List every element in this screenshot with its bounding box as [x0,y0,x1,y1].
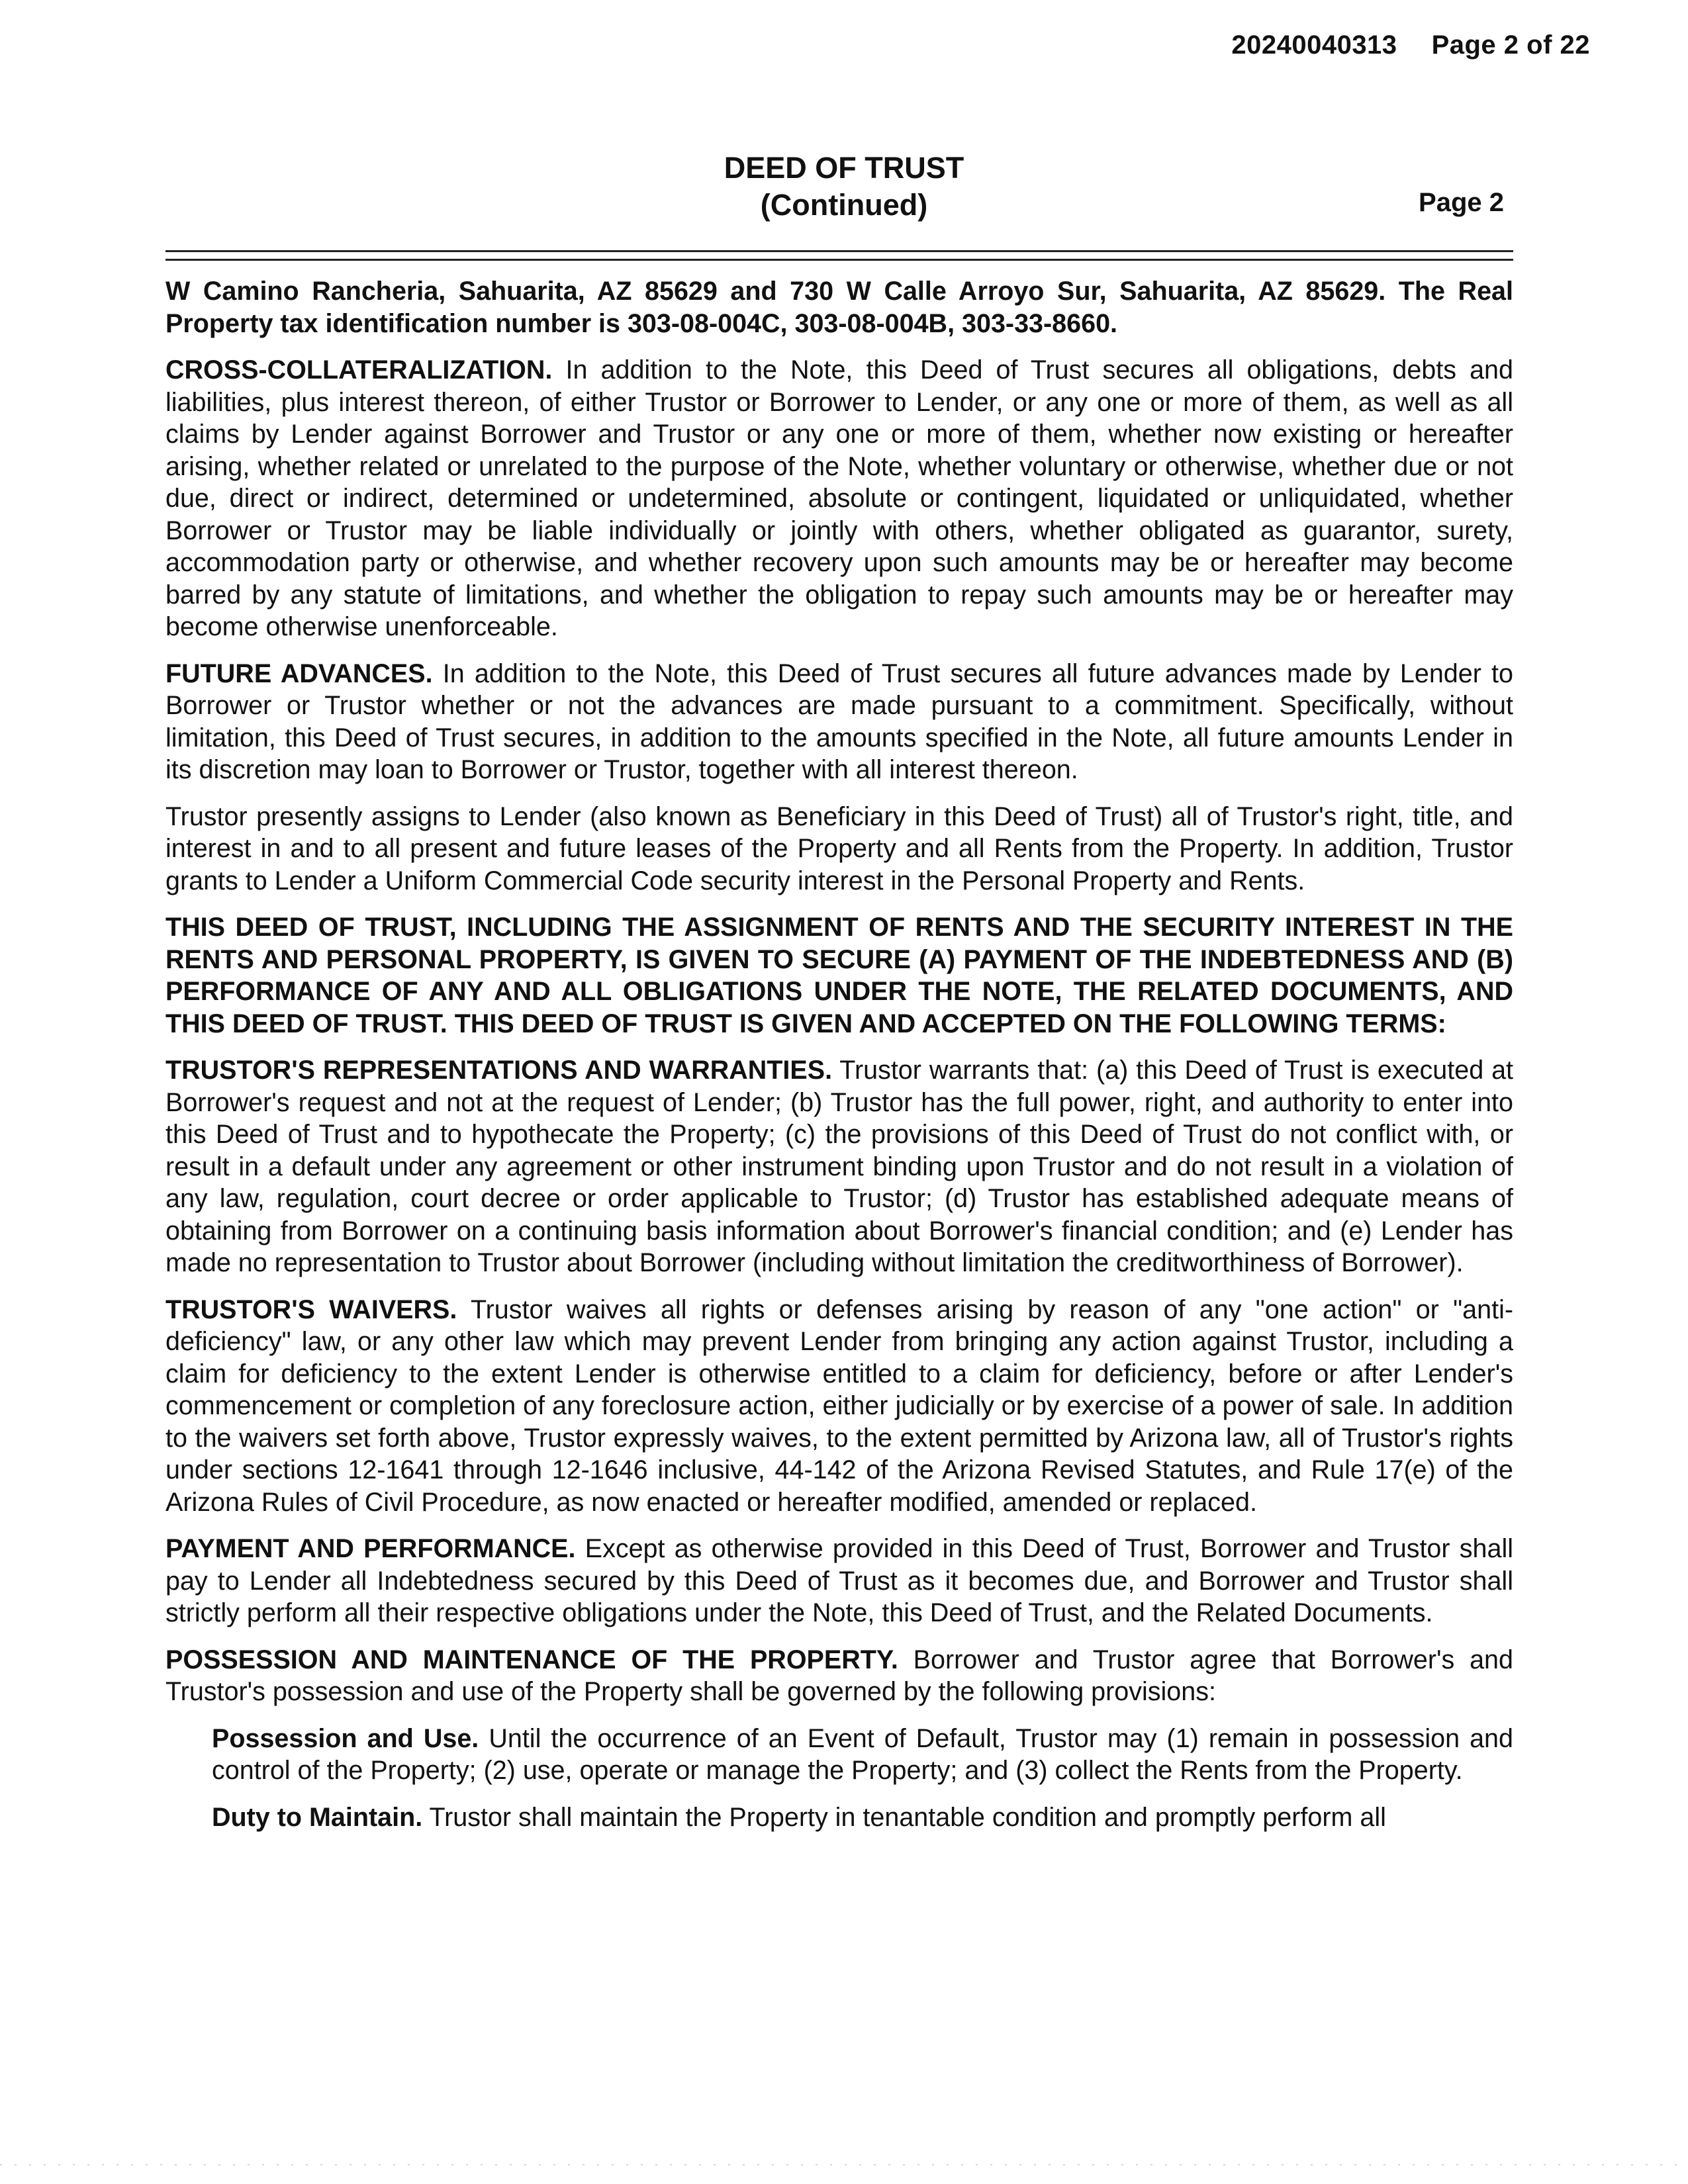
subsection-text: Until the occurrence of an Event of Default, Trustor may (1) remain in possession and control of the Property; (2) use, operate or manage the Property; and (3) collect the Rents from the Property. [212,1723,1513,1785]
section-heading: POSSESSION AND MAINTENANCE OF THE PROPERTY. [165,1645,898,1674]
section-text: Trustor warrants that: (a) this Deed of Trust is executed at Borrower's request and not at the request of Lender; (b) Trustor has the full power, right, and authority to enter into this Deed of Trust and to hypothecate the Property; (c) the provisions of this Deed of Trust do not conflict with, or result in a default under any agreement or other instrument binding upon Trustor and do not result in a violation of any law, regulation, court decree or order applicable to Trustor; (d) Trustor has established adequate means of obtaining from Borrower on a continuing basis information about Borrower's financial condition; and (e) Lender has made no representation to Trustor about Borrower (including without limitation the creditworthiness of Borrower). [165,1056,1514,1277]
scan-artifact-line [0,2164,1688,2165]
recording-header [1231,30,1590,60]
property-address-paragraph: W Camino Rancheria, Sahuarita, AZ 85629 and 730 W Calle Arroyo Sur, Sahuarita, AZ 85629. The Real Property tax identification number is 303-08-004C, 303-08-004B, 303-33-8660. [165,277,1513,338]
possession-maintenance-paragraph [165,1644,1513,1708]
duty-to-maintain-paragraph [212,1801,1513,1834]
possession-use-paragraph [212,1723,1513,1787]
subsection-heading: Possession and Use. [212,1723,479,1753]
page-label: Page 2 [1419,188,1504,217]
section-heading: CROSS-COLLATERALIZATION. [165,355,553,385]
payment-performance-paragraph [165,1533,1513,1629]
future-advances-paragraph [165,658,1513,786]
assignment-paragraph: Trustor presently assigns to Lender (also known as Beneficiary in this Deed of Trust) all of Trustor's right, title, and interest in and to all present and future leases of the Property and all Rents from the Property. In addition, Trustor grants to Lender a Uniform Commercial Code security interest in the Personal Property and Rents. [165,801,1513,895]
title-subline: (Continued) [760,188,928,222]
section-heading: FUTURE ADVANCES. [165,659,433,688]
section-text: In addition to the Note, this Deed of Trust secures all obligations, debts and liabilities, plus interest thereon, of either Trustor or Borrower to Lender, or any one or more of them, as well as all claims by Lender against Borrower and Trustor or any one or more of them, whether now existing or hereafter arising, whether related or unrelated to the purpose of the Note, whether voluntary or otherwise, whether due or not due, direct or indirect, determined or undetermined, absolute or contingent, liquidated or unliquidated, whether Borrower or Trustor may be liable individually or jointly with others, whether obligated as guarantor, surety, accommodation party or otherwise, and whether recovery upon such amounts may be or hereafter may become barred by any statute of limitations, and whether the obligation to repay such amounts may be or hereafter may become otherwise unenforceable. [165,355,1513,641]
representations-paragraph [165,1054,1513,1279]
page-indicator: Page 2 of 22 [1431,30,1590,60]
title-line: DEED OF TRUST [724,151,964,185]
section-text: Borrower and Trustor agree that Borrower's and Trustor's possession and use of the Property shall be governed by the following provisions: [165,1645,1513,1706]
cross-collateralization-paragraph [165,354,1513,643]
subsection-text: Trustor shall maintain the Property in tenantable condition and promptly perform all [429,1802,1386,1832]
security-statement-paragraph: THIS DEED OF TRUST, INCLUDING THE ASSIGNMENT OF RENTS AND THE SECURITY INTEREST IN THE RENTS AND PERSONAL PROPERTY, IS GIVEN TO SECURE (A) PAYMENT OF THE INDEBTEDNESS AND (B) PERFORMANCE OF ANY AND ALL OBLIGATIONS UNDER THE NOTE, THE RELATED DOCUMENTS, AND THIS DEED OF TRUST. THIS DEED OF TRUST IS GIVEN AND ACCEPTED ON THE FOLLOWING TERMS: [165,913,1513,1038]
section-text: Trustor waives all rights or defenses arising by reason of any "one action" or "anti-deficiency" law, or any other law which may prevent Lender from bringing any action against Trustor, including a claim for deficiency to the extent Lender is otherwise entitled to a claim for deficiency, before or after Lender's commencement or completion of any foreclosure action, either judicially or by exercise of a power of sale. In addition to the waivers set forth above, Trustor expressly waives, to the extent permitted by Arizona law, all of Trustor's rights under sections 12-1641 through 12-1646 inclusive, 44-142 of the Arizona Revised Statutes, and Rule 17(e) of the Arizona Rules of Civil Procedure, as now enacted or hereafter modified, amended or replaced. [165,1295,1514,1517]
section-heading: PAYMENT AND PERFORMANCE. [165,1534,576,1563]
section-heading: TRUSTOR'S REPRESENTATIONS AND WARRANTIES. [165,1056,833,1085]
waivers-paragraph [165,1294,1513,1519]
section-heading: TRUSTOR'S WAIVERS. [165,1295,457,1324]
divider-rule [165,259,1513,261]
record-number: 20240040313 [1231,30,1397,60]
divider-rule [165,250,1513,252]
section-text: In addition to the Note, this Deed of Trust secures all future advances made by Lender to Borrower or Trustor whether or not the advances are made pursuant to a commitment. Specifically, without limitation, this Deed of Trust secures, in addition to the amounts specified in the Note, all future amounts Lender in its discretion may loan to Borrower or Trustor, together with all interest thereon. [165,659,1513,784]
document-body [165,275,1513,1848]
section-text: Except as otherwise provided in this Deed of Trust, Borrower and Trustor shall pay to Lender all Indebtedness secured by this Deed of Trust as it becomes due, and Borrower and Trustor shall strictly perform all their respective obligations under the Note, this Deed of Trust, and the Related Documents. [165,1534,1513,1627]
subsection-heading: Duty to Maintain. [212,1802,423,1832]
